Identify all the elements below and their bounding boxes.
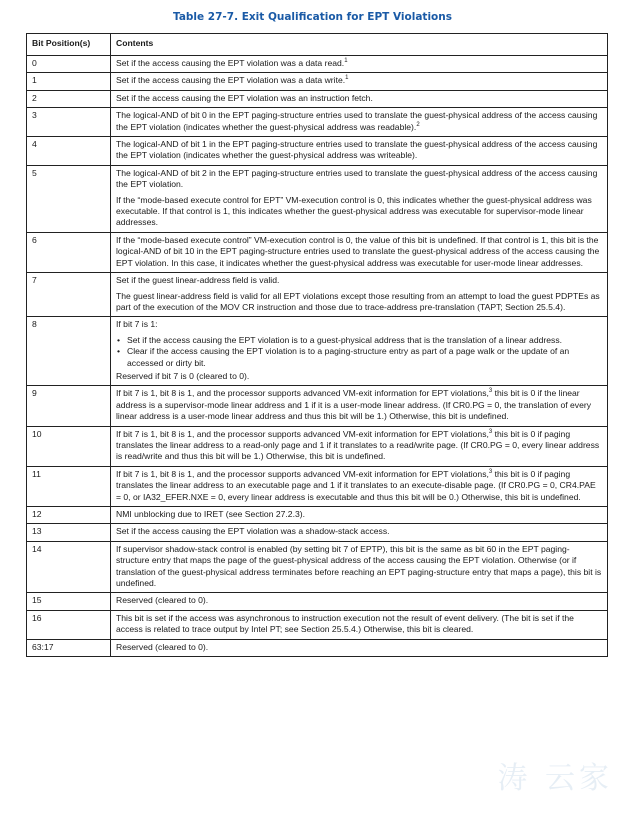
bit-cell: 3 xyxy=(27,108,111,137)
contents-cell xyxy=(111,639,608,656)
header-contents: Contents xyxy=(111,34,608,56)
bit-cell: 1 xyxy=(27,73,111,90)
list-item xyxy=(117,346,602,369)
bit-cell: 2 xyxy=(27,90,111,107)
list-item xyxy=(117,334,602,346)
contents-text: Reserved (cleared to 0). xyxy=(116,595,209,606)
contents-cell xyxy=(111,137,608,166)
exit-qualification-table xyxy=(26,33,608,657)
table-row xyxy=(27,165,608,232)
bit-cell: 6 xyxy=(27,232,111,272)
bullet-list xyxy=(116,335,602,369)
table-row xyxy=(27,524,608,541)
contents-text: Set if the access causing the EPT violation was a shadow-stack access. xyxy=(116,526,390,537)
table-row xyxy=(27,593,608,610)
contents-cell xyxy=(111,386,608,426)
contents-text: Set if the access causing the EPT violation was a data read. xyxy=(116,58,345,68)
contents-cell xyxy=(111,108,608,137)
table-row xyxy=(27,317,608,386)
contents-cell xyxy=(111,593,608,610)
footnote-ref: 3 xyxy=(488,468,493,475)
list-item-text: Set if the access causing the EPT violation is to a guest-physical address that is the translation of a linear address. xyxy=(127,334,563,345)
bit-cell: 5 xyxy=(27,165,111,232)
bit-cell: 0 xyxy=(27,56,111,73)
table-row xyxy=(27,73,608,90)
bit-cell: 14 xyxy=(27,541,111,593)
contents-text: Set if the access causing the EPT violation was an instruction fetch. xyxy=(116,92,373,103)
bullet-icon: • xyxy=(117,334,121,345)
table-row xyxy=(27,426,608,466)
contents-text: NMI unblocking due to IRET (see Section 27.2.3). xyxy=(116,509,306,519)
contents-cell xyxy=(111,90,608,107)
contents-cell xyxy=(111,56,608,73)
contents-cell xyxy=(111,541,608,593)
contents-cell xyxy=(111,317,608,386)
contents-cell xyxy=(111,232,608,272)
footnote-ref: 3 xyxy=(488,428,493,435)
watermark: 涛 云家 xyxy=(497,761,613,796)
bit-cell: 10 xyxy=(27,426,111,466)
table-row xyxy=(27,507,608,524)
contents-text: The logical-AND of bit 0 in the EPT paging-structure entries used to translate the guest-physical address of the access causing the EPT violation (indicates whether the guest-physical address was readable). xyxy=(116,110,598,132)
contents-paragraph: The guest linear-address field is valid for all EPT violations except those resulting from an attempt to load the guest PDPTEs as part of the execution of the MOV CR instruction and those due to trace-address pre-translation (TAPT; Section 25.5.4). xyxy=(116,290,600,312)
contents-cell xyxy=(111,466,608,506)
table-row xyxy=(27,386,608,426)
bit-cell: 8 xyxy=(27,317,111,386)
table-row xyxy=(27,232,608,272)
table-row xyxy=(27,466,608,506)
contents-paragraph: If the “mode-based execute control for EPT” VM-execution control is 0, this indicates whether the guest-physical address was executable. If that control is 1, this indicates whether the guest-physical address was executable for supervisor-mode linear addresses. xyxy=(116,194,592,228)
contents-text: If bit 7 is 1, bit 8 is 1, and the processor supports advanced VM-exit information for EPT violations, xyxy=(116,468,489,479)
bit-cell: 7 xyxy=(27,273,111,317)
bit-cell: 16 xyxy=(27,610,111,639)
contents-cell xyxy=(111,273,608,317)
bit-cell: 13 xyxy=(27,524,111,541)
contents-text: If bit 7 is 1, bit 8 is 1, and the processor supports advanced VM-exit information for EPT violations, xyxy=(116,428,489,439)
footnote-ref: 3 xyxy=(488,388,493,395)
contents-paragraph: Reserved if bit 7 is 0 (cleared to 0). xyxy=(116,370,250,381)
contents-text: If the “mode-based execute control” VM-execution control is 0, the value of this bit is undefined. If that control is 1, this bit is the logical-AND of bit 10 in the EPT paging-structure entries used to translate the guest-physical address of the access causing the EPT violation. In this case, it indicates whether the guest-physical address was executable for user-mode linear addresses. xyxy=(116,234,600,268)
contents-cell xyxy=(111,610,608,639)
table-title: Table 27-7. Exit Qualification for EPT Violations xyxy=(173,11,452,23)
table-header-row xyxy=(27,34,608,56)
contents-cell xyxy=(111,165,608,232)
contents-cell xyxy=(111,524,608,541)
bit-cell: 12 xyxy=(27,507,111,524)
contents-cell xyxy=(111,507,608,524)
bit-cell: 15 xyxy=(27,593,111,610)
table-row xyxy=(27,273,608,317)
contents-text: this bit is 0 if the linear address is a supervisor-mode linear address and 1 if it is a user-mode linear address. (If CR0.PG = 0, the translation of every linear address is a user-mode linear address and thus this bit will be 1.) Otherwise, this bit is undefined. xyxy=(116,388,592,422)
contents-paragraph: Set if the guest linear-address field is valid. xyxy=(116,275,280,286)
table-row xyxy=(27,639,608,656)
contents-paragraph: If bit 7 is 1: xyxy=(116,319,158,330)
footnote-ref: 1 xyxy=(345,75,349,82)
contents-text: If supervisor shadow-stack control is enabled (by setting bit 7 of EPTP), this bit is the same as bit 60 in the EPT paging-structure entry that maps the page of the guest-physical address of the access causing the EPT violation. Otherwise (or if translation of the guest-physical address terminates before reaching an EPT paging-structure entry that maps a page), this bit is undefined. xyxy=(116,543,602,589)
header-bit-position: Bit Position(s) xyxy=(27,34,111,56)
contents-text: If bit 7 is 1, bit 8 is 1, and the processor supports advanced VM-exit information for EPT violations, xyxy=(116,388,489,399)
table-row xyxy=(27,137,608,166)
bullet-icon: • xyxy=(117,346,121,357)
bit-cell: 4 xyxy=(27,137,111,166)
contents-cell xyxy=(111,73,608,90)
contents-text: this bit is 0 if paging translates the linear address to an executable page and 1 if it translates to an execute-disable page. (If CR0.PG = 0, CR4.PAE = 0, or IA32_EFER.NXE = 0, every linear address is executable and thus this bit will be 0.) Otherwise, this bit is undefined. xyxy=(116,468,596,502)
bit-cell: 63:17 xyxy=(27,639,111,656)
footnote-ref: 1 xyxy=(344,58,348,64)
table-row xyxy=(27,90,608,107)
table-row xyxy=(27,610,608,639)
bit-cell: 9 xyxy=(27,386,111,426)
table-row xyxy=(27,541,608,593)
footnote-ref: 2 xyxy=(416,121,420,128)
contents-text: This bit is set if the access was asynchronous to instruction execution not the result of event delivery. (The bit is set if the access is related to trace output by Intel PT; see Section 25.5.4.) Otherwise, this bit is cleared. xyxy=(116,612,574,635)
contents-text: Reserved (cleared to 0). xyxy=(116,641,209,652)
bit-cell: 11 xyxy=(27,466,111,506)
list-item-text: Clear if the access causing the EPT violation is to a paging-structure entry as part of a page walk or the update of an accessed or dirty bit. xyxy=(127,346,570,368)
table-row xyxy=(27,108,608,137)
contents-cell xyxy=(111,426,608,466)
table-row xyxy=(27,56,608,73)
contents-text: The logical-AND of bit 1 in the EPT paging-structure entries used to translate the guest-physical address of the access causing the EPT violation (indicates whether the guest-physical address was writeable). xyxy=(116,139,598,161)
contents-paragraph: The logical-AND of bit 2 in the EPT paging-structure entries used to translate the guest-physical address of the access causing the EPT violation. xyxy=(116,167,598,190)
contents-text: this bit is 0 if paging translates the linear address to a read-only page and 1 if it translates to a read/write page. (If CR0.PG = 0, every linear address is read/write and thus this bit will be 1.) Otherwise, this bit is undefined. xyxy=(116,428,600,462)
contents-text: Set if the access causing the EPT violation was a data write. xyxy=(116,75,346,86)
